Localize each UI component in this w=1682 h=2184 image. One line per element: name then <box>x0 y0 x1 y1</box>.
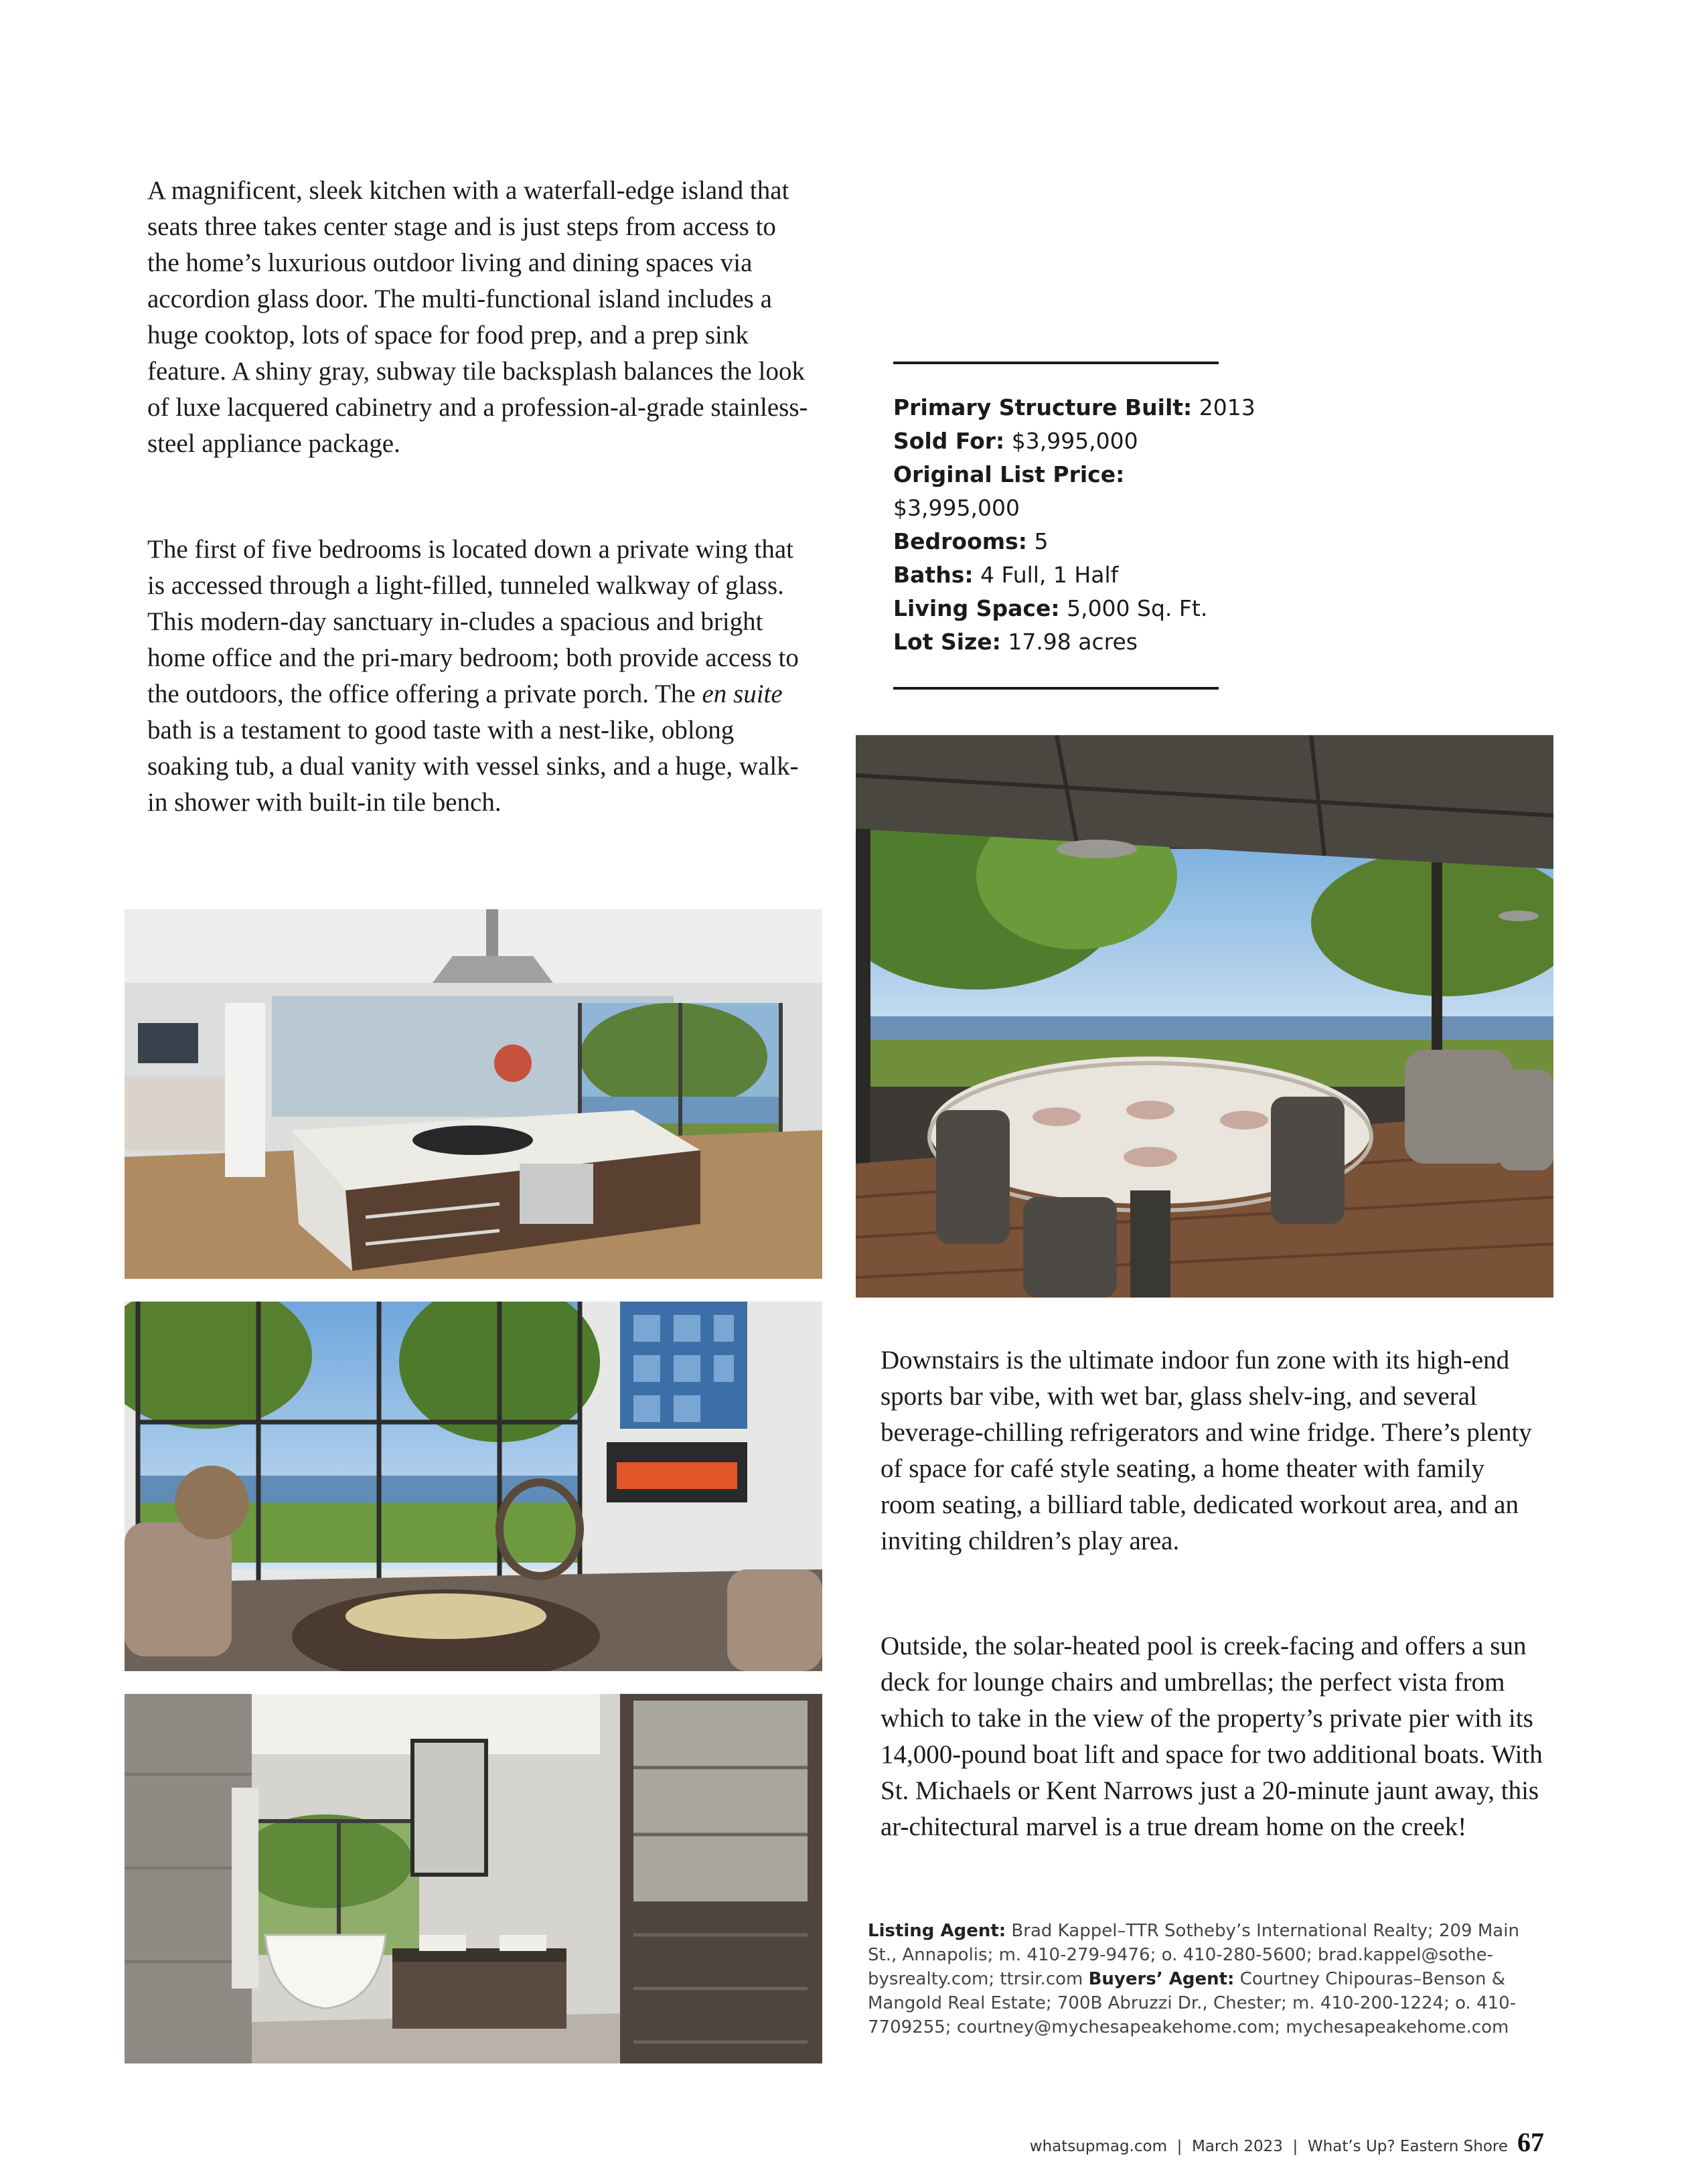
page-number: 67 <box>1517 2127 1544 2157</box>
footer-text: whatsupmag.com | March 2023 | What’s Up? Eastern Shore <box>1029 2138 1508 2155</box>
fact-row <box>893 424 1219 458</box>
fact-row <box>893 491 1219 525</box>
buyers-agent-text: Courtney Chipouras–Benson & Mangold Real Estate; 700B Abruzzi Dr., Chester; m. 410-200-1224; o. 410-7709255; courtney@mychesapeakehome.com; mychesapeakehome.com <box>868 1969 1517 2037</box>
page-footer <box>1030 2126 1544 2158</box>
outside-paragraph <box>881 1628 1543 1845</box>
fact-label: Baths: <box>893 562 974 588</box>
porch-dining-photo <box>856 735 1553 1298</box>
downstairs-paragraph <box>881 1342 1543 1559</box>
property-facts-box <box>893 362 1255 690</box>
listing-agent-text: Brad Kappel–TTR Sotheby’s International Realty; 209 Main St., Annapolis; m. 410-279-9476; o. 410-280-5600; brad.kappel@sothe-bysrealty.com; ttrsir.com <box>868 1921 1519 1989</box>
fact-label: Primary Structure Built: <box>893 394 1193 420</box>
fact-row <box>893 458 1219 491</box>
fact-label: Original List Price: <box>893 461 1125 487</box>
downstairs-text: Downstairs is the ultimate indoor fun zone with its high-end sports bar vibe, with wet bar, glass shelv-ing, and several beverage-chilling refrigerators and wine fridge. There’s plenty of space for café style seating, a home theater with family room seating, a billiard table, dedicated workout area, and an inviting children’s play area. <box>881 1346 1532 1555</box>
fact-value: $3,995,000 <box>1011 428 1138 454</box>
fact-value: 4 Full, 1 Half <box>980 562 1119 588</box>
fact-row <box>893 592 1219 625</box>
kitchen-text: A magnificent, sleek kitchen with a waterfall-edge island that seats three takes center stage and is just steps from access to the home’s luxurious outdoor living and dining spaces via accordion glass door. The multi-functional island includes a huge cooktop, lots of space for food prep, and a prep sink feature. A shiny gray, subway tile backsplash balances the look of luxe lacquered cabinetry and a profession-al-grade stainless-steel appliance package. <box>147 176 808 458</box>
buyers-agent-label: Buyers’ Agent: <box>1088 1969 1235 1989</box>
bathroom-photo <box>125 1694 822 2063</box>
fact-label: Bedrooms: <box>893 528 1027 554</box>
fact-row <box>893 525 1219 558</box>
fact-row <box>893 625 1219 659</box>
fact-value: 5 <box>1034 528 1049 554</box>
bedrooms-text-b: bath is a testament to good taste with a nest-like, oblong soaking tub, a dual vanity with vessel sinks, and a huge, walk-in shower with built-in tile bench. <box>147 716 799 817</box>
fact-label: Sold For: <box>893 428 1005 454</box>
fact-value: 17.98 acres <box>1008 629 1138 655</box>
fact-value: 5,000 Sq. Ft. <box>1067 595 1208 621</box>
kitchen-photo <box>125 909 822 1279</box>
intro-paragraph-bedrooms <box>147 532 810 821</box>
intro-paragraph-kitchen <box>147 173 810 462</box>
fact-row <box>893 391 1255 424</box>
bedrooms-text <box>147 532 810 821</box>
fact-value: 2013 <box>1199 394 1255 420</box>
fact-value: $3,995,000 <box>893 495 1020 521</box>
bedrooms-text-a: The first of five bedrooms is located down a private wing that is accessed through a light-filled, tunneled walkway of glass. This modern-day sanctuary in-cludes a spacious and bright home office and the pri-mary bedroom; both provide access to the outdoors, the office offering a private porch. The <box>147 535 799 708</box>
en-suite-italic: en suite <box>702 680 783 708</box>
listing-agent-label: Listing Agent: <box>868 1921 1006 1941</box>
fact-row <box>893 558 1219 592</box>
outside-text: Outside, the solar-heated pool is creek-facing and offers a sun deck for lounge chairs and umbrellas; the perfect vista from which to take in the view of the property’s private pier with its 14,000-pound boat lift and space for two additional boats. With St. Michaels or Kent Narrows just a 20-minute jaunt away, this ar-chitectural marvel is a true dream home on the creek! <box>881 1632 1543 1841</box>
fact-label: Lot Size: <box>893 629 1001 655</box>
fact-label: Living Space: <box>893 595 1060 621</box>
living-room-photo <box>125 1302 822 1671</box>
agent-credits <box>868 1919 1551 2039</box>
